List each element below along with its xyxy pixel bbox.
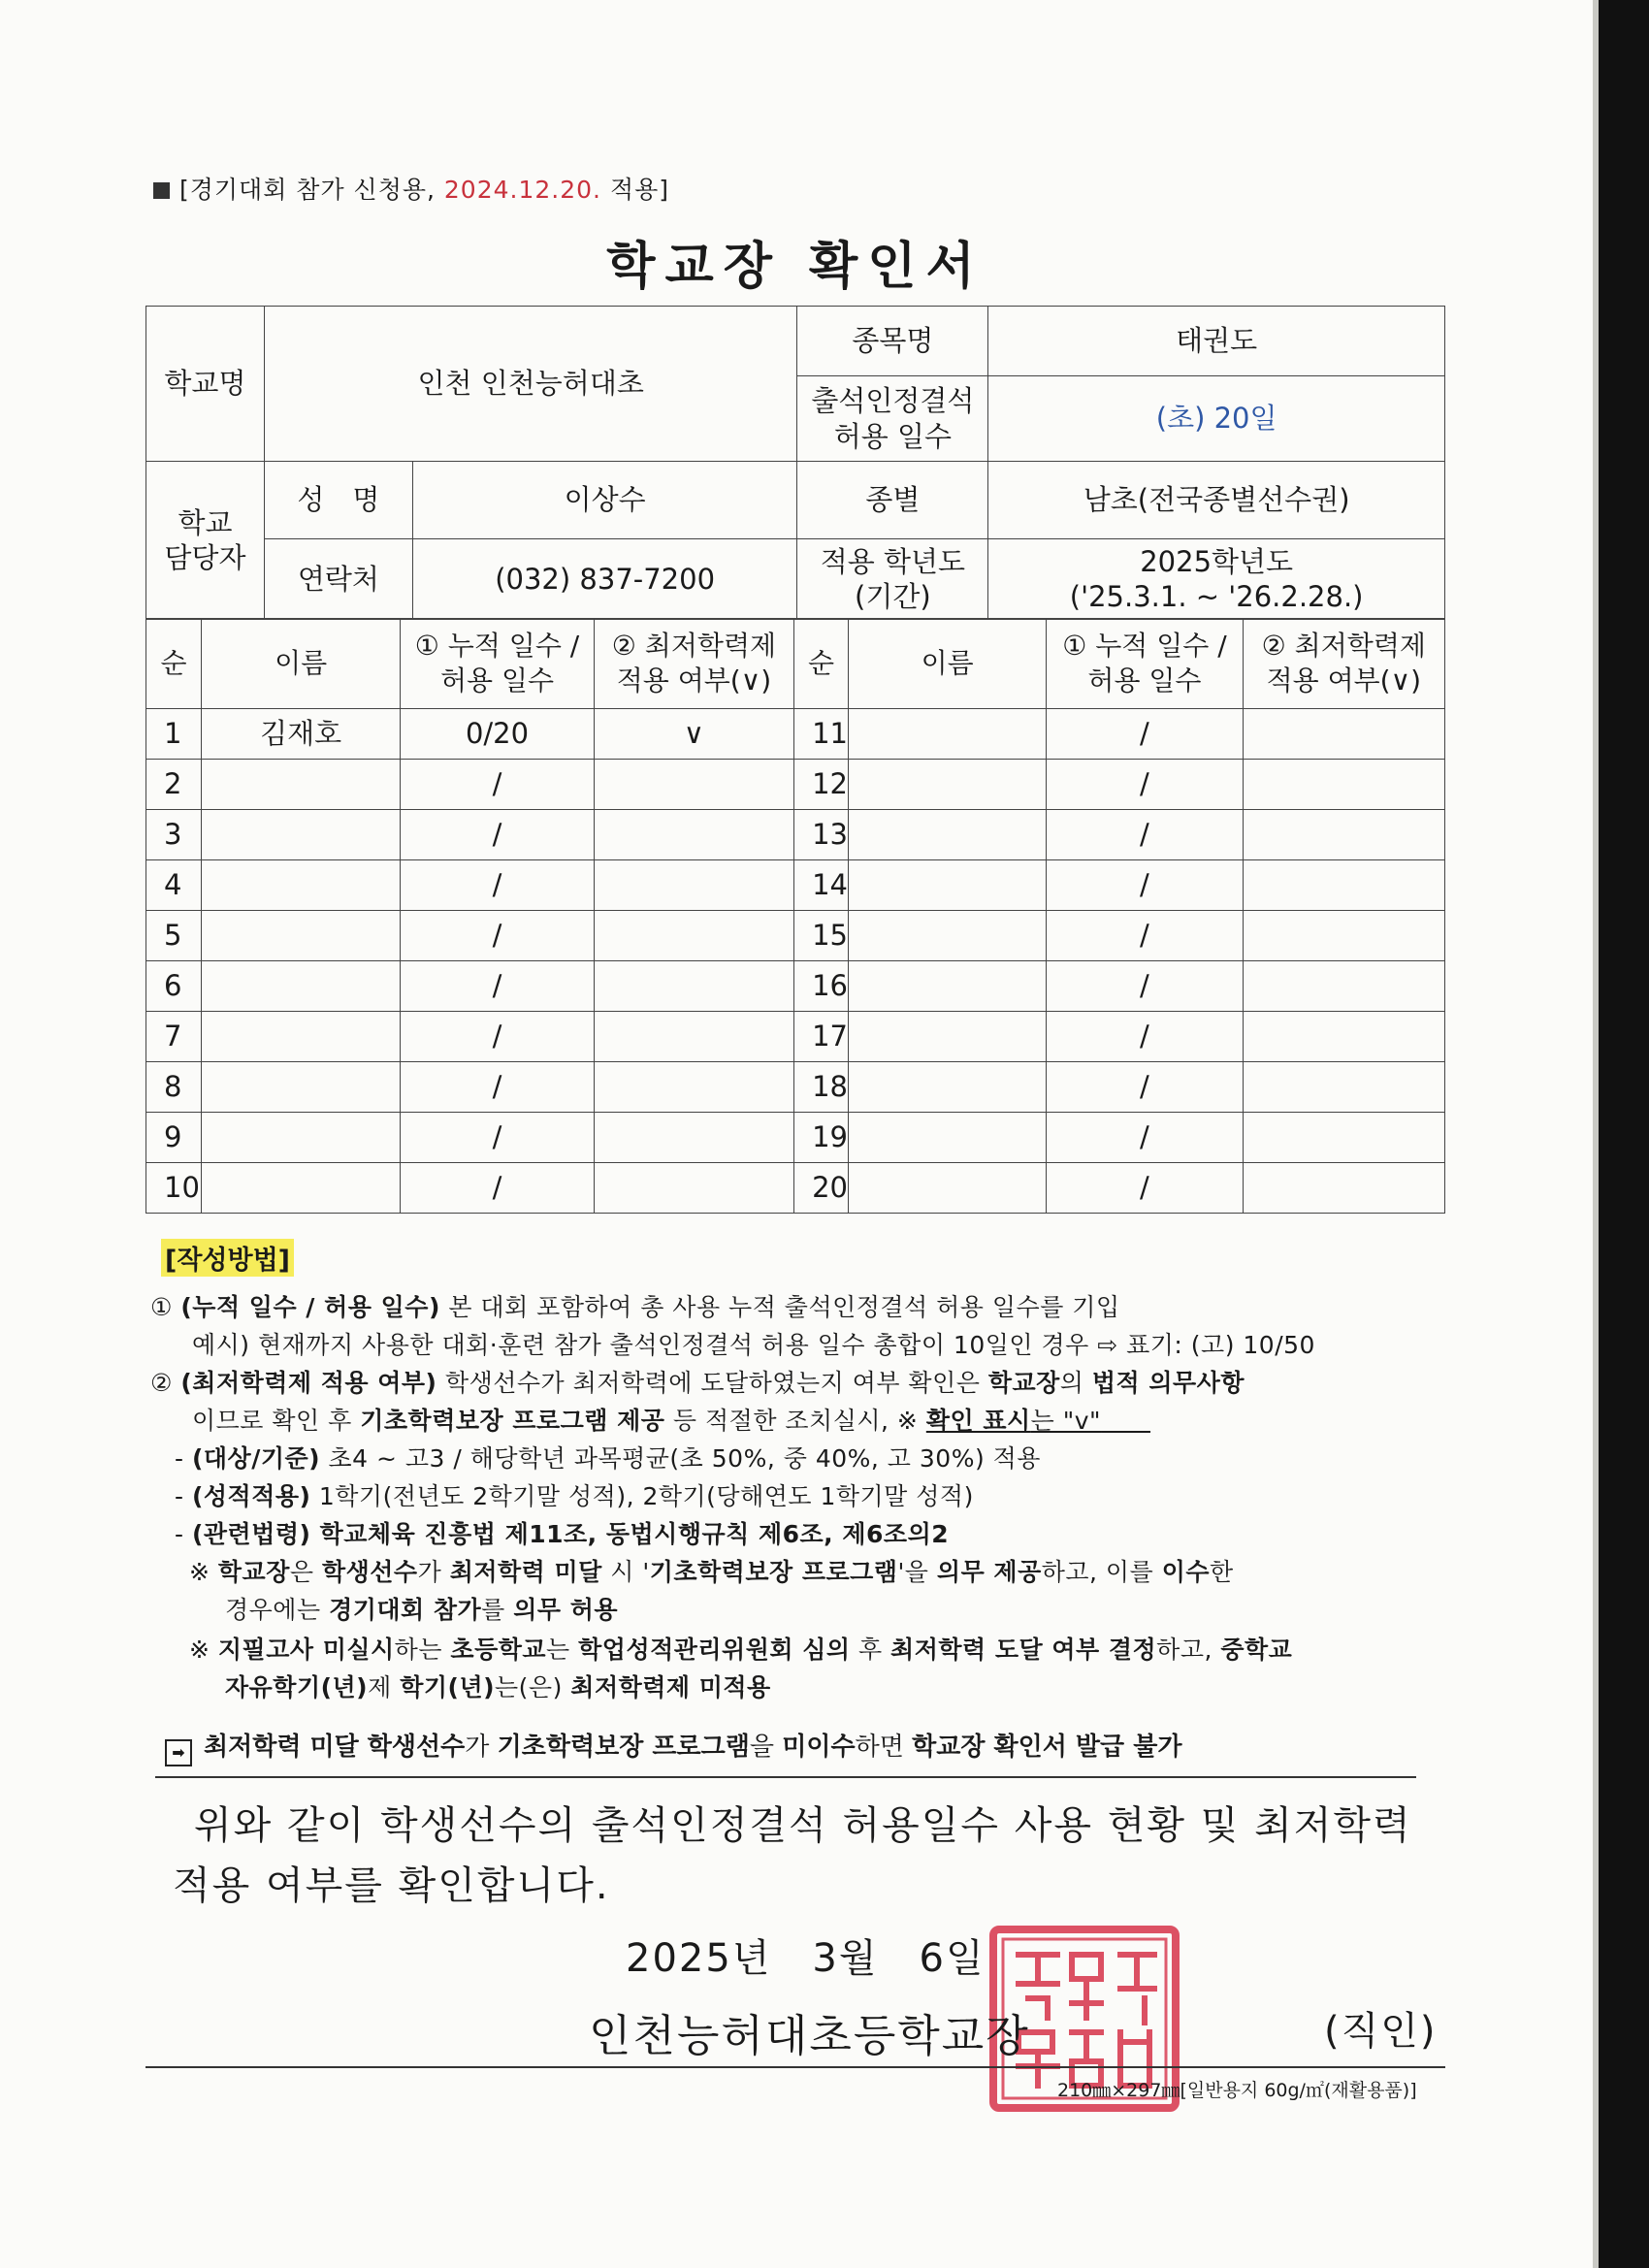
square-bullet-icon — [153, 182, 170, 199]
m-mark: ※ — [189, 1636, 218, 1664]
cumulative-days: / — [1047, 760, 1243, 810]
m-text: '을 — [897, 1558, 937, 1586]
min-academic-check — [594, 760, 793, 810]
allowed-days-label-line2: 허용 일수 — [833, 419, 953, 453]
min-academic-check — [594, 1012, 793, 1062]
m-bold: 학업성적관리위원회 심의 — [578, 1636, 851, 1664]
col-days-left — [401, 619, 594, 709]
m-bold: 학교장 — [217, 1558, 290, 1586]
m-text: 한 — [1210, 1558, 1234, 1586]
student-name — [849, 961, 1047, 1012]
m-bold: 기초학력보장 프로그램 제공 — [360, 1407, 665, 1435]
row-no: 1 — [146, 709, 202, 760]
method-line-10 — [189, 1631, 1292, 1666]
m-text: 는 "v" — [1030, 1407, 1102, 1435]
header-note — [153, 171, 669, 206]
row-no: 4 — [146, 860, 202, 911]
col-min-right — [1243, 619, 1444, 709]
m-text: 학생선수가 최저학력에 도달하였는지 여부 확인은 — [436, 1369, 988, 1397]
name-value: 이상수 — [412, 462, 797, 539]
roster-table — [146, 618, 1445, 1214]
school-label: 학교명 — [146, 307, 265, 462]
m-bold: 최저학력 도달 여부 결정 — [890, 1636, 1157, 1664]
row-no: 19 — [794, 1113, 849, 1163]
m-bold: 확인 표시 — [925, 1407, 1031, 1435]
student-name — [849, 860, 1047, 911]
col-min-left-line2: 적용 여부(∨) — [616, 664, 772, 697]
cumulative-days: / — [401, 860, 594, 911]
final-text: 을 — [749, 1733, 783, 1762]
m-bold: 중학교 — [1220, 1636, 1293, 1664]
cumulative-days: / — [401, 1113, 594, 1163]
year-label-line1: 적용 학년도 — [820, 544, 966, 578]
m-text: 하는 — [394, 1636, 451, 1664]
arrow-box-icon: ➡ — [165, 1739, 192, 1766]
final-divider — [155, 1776, 1416, 1778]
scan-edge — [1599, 0, 1649, 2268]
col-days-right — [1047, 619, 1243, 709]
m-bold: 지필고사 미실시 — [217, 1636, 395, 1664]
category-value: 남초(전국종별선수권) — [988, 462, 1445, 539]
header-suffix: 적용] — [601, 176, 670, 204]
final-bold: 기초학력보장 프로그램 — [497, 1733, 750, 1762]
col-no-right: 순 — [794, 619, 849, 709]
m-text: 가 — [417, 1558, 450, 1586]
student-name — [201, 860, 400, 911]
m-text: 이므로 확인 후 — [192, 1407, 361, 1435]
m-text: 1학기(전년도 2학기말 성적), 2학기(당해연도 1학기말 성적) — [310, 1482, 974, 1510]
min-academic-check — [1243, 810, 1444, 860]
table-row — [146, 709, 1445, 760]
cumulative-days: / — [1047, 911, 1243, 961]
student-name — [201, 1163, 400, 1214]
col-min-left — [594, 619, 793, 709]
m-text: 후 — [850, 1636, 891, 1664]
circled-1: ① — [150, 1293, 173, 1321]
min-academic-check — [594, 1163, 793, 1214]
allowed-days-label — [797, 376, 988, 462]
m-text: 하고, 이를 — [1041, 1558, 1162, 1586]
method-line-2: 예시) 현재까지 사용한 대회·훈련 참가 출석인정결석 허용 일수 총합이 10일인 경우 ⇨ 표기: (고) 10/50 — [192, 1331, 1315, 1359]
cumulative-days: / — [1047, 860, 1243, 911]
table-row — [146, 961, 1445, 1012]
row-no: 8 — [146, 1062, 202, 1113]
final-text: 하면 — [855, 1733, 913, 1762]
student-name — [849, 1012, 1047, 1062]
event-value: 태권도 — [988, 307, 1445, 376]
min-academic-check — [1243, 1062, 1444, 1113]
final-note — [165, 1727, 1181, 1766]
table-row — [146, 1163, 1445, 1214]
student-name — [849, 1062, 1047, 1113]
student-name — [201, 760, 400, 810]
m-text: 는(은) — [495, 1673, 571, 1701]
student-name — [201, 961, 400, 1012]
min-academic-check — [594, 961, 793, 1012]
table-row — [146, 810, 1445, 860]
allowed-days-value: (초) 20일 — [988, 376, 1445, 462]
cumulative-days: / — [1047, 1012, 1243, 1062]
circled-2: ② — [150, 1369, 173, 1397]
row-no: 12 — [794, 760, 849, 810]
student-name — [849, 709, 1047, 760]
category-label: 종별 — [797, 462, 988, 539]
method-line-7 — [175, 1515, 949, 1550]
min-academic-check — [594, 1113, 793, 1163]
cumulative-days: / — [401, 1163, 594, 1214]
row-no: 14 — [794, 860, 849, 911]
m-text: 등 적절한 조치실시, ※ — [664, 1407, 926, 1435]
m-text: 초4 ~ 고3 / 해당학년 과목평균(초 50%, 중 40%, 고 30%) 적용 — [320, 1444, 1041, 1473]
m-bold: 학교장 — [987, 1369, 1060, 1397]
row-no: 6 — [146, 961, 202, 1012]
m-bold: 기초학력보장 프로그램 — [649, 1558, 898, 1586]
m-bold: 의무 제공 — [936, 1558, 1042, 1586]
school-value: 인천 인천능허대초 — [264, 307, 797, 462]
contact-value: (032) 837-7200 — [412, 539, 797, 620]
row-no: 11 — [794, 709, 849, 760]
row-no: 16 — [794, 961, 849, 1012]
student-name — [849, 810, 1047, 860]
scan-edge-shadow — [1593, 0, 1599, 2268]
manager-label — [146, 462, 265, 620]
m-bold: 의무 허용 — [513, 1596, 619, 1624]
header-date: 2024.12.20. — [443, 176, 601, 204]
min-academic-check — [594, 860, 793, 911]
m-bold: (최저학력제 적용 여부) — [180, 1369, 437, 1397]
col-min-right-line2: 적용 여부(∨) — [1266, 664, 1422, 697]
m-bold: 초등학교 — [450, 1636, 547, 1664]
m-text: 는 — [546, 1636, 579, 1664]
col-days-left-line1: ① 누적 일수 / — [414, 629, 580, 662]
m-dash: - — [175, 1520, 192, 1548]
student-name — [849, 1113, 1047, 1163]
min-academic-check — [1243, 1113, 1444, 1163]
student-name: 김재호 — [201, 709, 400, 760]
row-no: 15 — [794, 911, 849, 961]
row-no: 3 — [146, 810, 202, 860]
col-no-left: 순 — [146, 619, 202, 709]
year-value — [988, 539, 1445, 620]
name-label: 성 명 — [264, 462, 412, 539]
m-text: 경우에는 — [225, 1596, 330, 1624]
m-bold: (관련법령) 학교체육 진흥법 제11조, 동법시행규칙 제6조, 제6조의2 — [191, 1520, 950, 1548]
student-name — [201, 911, 400, 961]
method-line-6 — [175, 1477, 974, 1512]
year-value-line2: ('25.3.1. ~ '26.2.28.) — [1069, 580, 1364, 613]
info-table — [146, 306, 1445, 620]
cumulative-days: / — [401, 1012, 594, 1062]
check-mark-instruction — [926, 1407, 1150, 1435]
table-row — [146, 1012, 1445, 1062]
m-dash: - — [175, 1444, 192, 1473]
min-academic-check — [1243, 961, 1444, 1012]
m-bold: 최저학력 미달 — [449, 1558, 602, 1586]
row-no: 7 — [146, 1012, 202, 1062]
student-name — [849, 760, 1047, 810]
table-row — [146, 911, 1445, 961]
header-prefix: [경기대회 참가 신청용, — [179, 176, 444, 204]
m-text: 시 ' — [601, 1558, 650, 1586]
min-academic-check — [1243, 760, 1444, 810]
m-bold: (대상/기준) — [191, 1444, 321, 1473]
m-text: 은 — [289, 1558, 322, 1586]
cumulative-days: / — [401, 1062, 594, 1113]
m-text: 를 — [481, 1596, 514, 1624]
cumulative-days: / — [1047, 709, 1243, 760]
col-min-left-line1: ② 최저학력제 — [611, 629, 777, 662]
m-bold: (성적적용) — [191, 1482, 311, 1510]
row-no: 18 — [794, 1062, 849, 1113]
document-title: 학교장 확인서 — [606, 238, 985, 296]
m-bold: 경기대회 참가 — [329, 1596, 482, 1624]
student-name — [201, 1113, 400, 1163]
cumulative-days: / — [401, 911, 594, 961]
method-line-11 — [225, 1669, 771, 1703]
m-mark: ※ — [189, 1558, 218, 1586]
table-row — [146, 860, 1445, 911]
m-bold: 학기(년) — [400, 1673, 496, 1701]
m-text: 하고, — [1156, 1636, 1221, 1664]
col-days-right-line2: 허용 일수 — [1087, 664, 1202, 697]
min-academic-check — [594, 1062, 793, 1113]
final-bold: 미이수 — [782, 1733, 856, 1762]
m-bold: 자유학기(년) — [225, 1673, 369, 1701]
row-no: 13 — [794, 810, 849, 860]
final-text: 가 — [465, 1733, 498, 1762]
m-bold: 법적 의무사항 — [1091, 1369, 1245, 1397]
col-days-left-line2: 허용 일수 — [439, 664, 555, 697]
min-academic-check — [594, 810, 793, 860]
method-line-1 — [150, 1288, 1120, 1323]
manager-label-line2: 담당자 — [164, 541, 246, 574]
method-line-9 — [225, 1591, 618, 1626]
year-value-line1: 2025학년도 — [1140, 544, 1294, 578]
cumulative-days: / — [1047, 810, 1243, 860]
method-line-8 — [189, 1553, 1234, 1588]
bottom-divider — [146, 2066, 1445, 2068]
method-line-4 — [192, 1402, 1150, 1437]
paper-spec-footer: 210㎜×297㎜[일반용지 60g/㎡(재활용품)] — [1057, 2080, 1417, 2101]
min-academic-check — [594, 911, 793, 961]
event-label: 종목명 — [797, 307, 988, 376]
min-academic-check — [1243, 911, 1444, 961]
table-row — [146, 760, 1445, 810]
cumulative-days: / — [401, 961, 594, 1012]
method-line-3 — [150, 1364, 1245, 1399]
m-bold: (누적 일수 / 허용 일수) — [180, 1293, 440, 1321]
confirm-line-2: 적용 여부를 확인합니다. — [173, 1863, 610, 1908]
final-bold: 학교장 확인서 발급 불가 — [912, 1733, 1182, 1762]
col-name-left: 이름 — [201, 619, 400, 709]
col-days-right-line1: ① 누적 일수 / — [1062, 629, 1227, 662]
col-name-right: 이름 — [849, 619, 1047, 709]
year-label-line2: (기간) — [855, 580, 931, 613]
cumulative-days: / — [1047, 1163, 1243, 1214]
seal-note: (직인) — [1324, 2009, 1438, 2054]
m-bold: 이수 — [1161, 1558, 1210, 1586]
min-academic-check — [1243, 709, 1444, 760]
m-dash: - — [175, 1482, 192, 1510]
method-line-5 — [175, 1440, 1041, 1474]
min-academic-check — [1243, 860, 1444, 911]
table-row — [146, 1062, 1445, 1113]
contact-label: 연락처 — [264, 539, 412, 620]
student-name — [201, 810, 400, 860]
row-no: 10 — [146, 1163, 202, 1214]
confirm-line-1: 위와 같이 학생선수의 출석인정결석 허용일수 사용 현황 및 최저학력 — [194, 1803, 1412, 1848]
row-no: 2 — [146, 760, 202, 810]
student-name — [201, 1012, 400, 1062]
cumulative-days: / — [1047, 961, 1243, 1012]
cumulative-days: / — [1047, 1113, 1243, 1163]
cumulative-days: / — [401, 760, 594, 810]
m-text: 의 — [1059, 1369, 1092, 1397]
m-bold: 최저학력제 미적용 — [570, 1673, 771, 1701]
issue-date: 2025년 3월 6일 — [626, 1936, 986, 1981]
student-name — [201, 1062, 400, 1113]
row-no: 9 — [146, 1113, 202, 1163]
signer-name: 인천능허대초등학교장 — [589, 2010, 1030, 2061]
m-text: 제 — [368, 1673, 401, 1701]
year-label — [797, 539, 988, 620]
manager-label-line1: 학교 — [178, 505, 233, 539]
cumulative-days: 0/20 — [401, 709, 594, 760]
method-label: [작성방법] — [161, 1239, 294, 1277]
table-row — [146, 1113, 1445, 1163]
cumulative-days: / — [401, 810, 594, 860]
min-academic-check — [1243, 1163, 1444, 1214]
row-no: 20 — [794, 1163, 849, 1214]
row-no: 17 — [794, 1012, 849, 1062]
min-academic-check: ∨ — [594, 709, 793, 760]
final-bold: 최저학력 미달 학생선수 — [204, 1733, 466, 1762]
student-name — [849, 911, 1047, 961]
roster-header-row — [146, 619, 1445, 709]
row-no: 5 — [146, 911, 202, 961]
cumulative-days: / — [1047, 1062, 1243, 1113]
m-text: 본 대회 포함하여 총 사용 누적 출석인정결석 허용 일수를 기입 — [439, 1293, 1120, 1321]
student-name — [849, 1163, 1047, 1214]
min-academic-check — [1243, 1012, 1444, 1062]
allowed-days-label-line1: 출석인정결석 — [811, 384, 975, 418]
col-min-right-line1: ② 최저학력제 — [1261, 629, 1426, 662]
m-bold: 학생선수 — [321, 1558, 418, 1586]
